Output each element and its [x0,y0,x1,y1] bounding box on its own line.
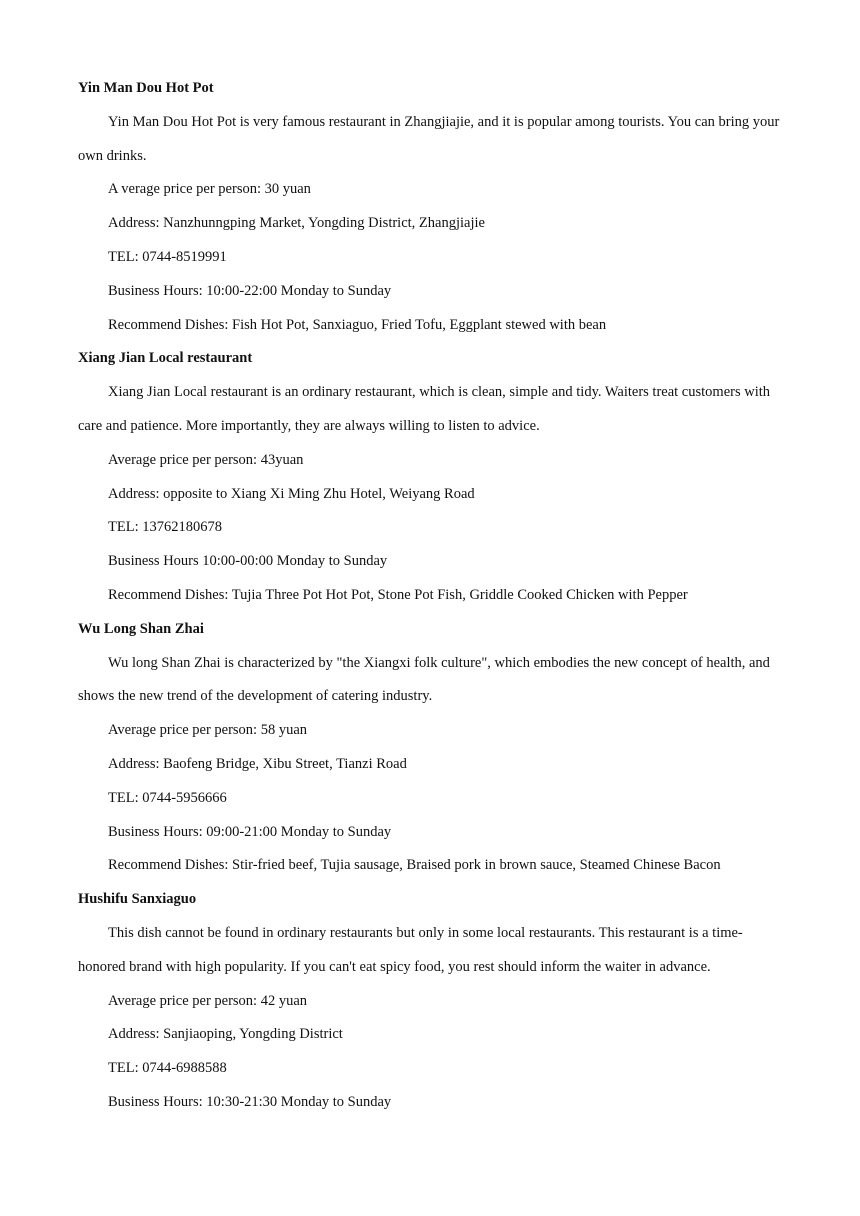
restaurant-entry [78,613,782,883]
telephone: TEL: 0744-5956666 [108,789,227,806]
restaurant-description: This dish cannot be found in ordinary restaurants but only in some local restaurants. This restaurant is a time-honored brand with high popularity. If you can't eat spicy food, you rest should inform the waiter in advance. [78,924,743,975]
address: Address: opposite to Xiang Xi Ming Zhu Hotel, Weiyang Road [108,485,475,502]
recommended-dishes: Recommend Dishes: Stir-fried beef, Tujia sausage, Braised pork in brown sauce, Steamed Chinese Bacon [108,857,721,874]
address: Address: Baofeng Bridge, Xibu Street, Tianzi Road [108,755,407,772]
business-hours: Business Hours: 10:00-22:00 Monday to Sunday [108,282,392,299]
restaurant-name: Hushifu Sanxiaguo [78,891,197,908]
restaurant-description: Xiang Jian Local restaurant is an ordinary restaurant, which is clean, simple and tidy. Waiters treat customers with care and patience. More importantly, they are always willing to listen to advice. [78,384,771,434]
address: Address: Nanzhunngping Market, Yongding District, Zhangjiajie [108,215,485,232]
address: Address: Sanjiaoping, Yongding District [108,1026,343,1043]
restaurant-name: Wu Long Shan Zhai [78,620,204,637]
restaurant-description: Yin Man Dou Hot Pot is very famous restaurant in Zhangjiajie, and it is popular among tourists. You can bring your own drinks. [78,113,780,164]
telephone: TEL: 0744-6988588 [108,1060,227,1077]
telephone: TEL: 0744-8519991 [108,248,227,265]
recommended-dishes: Recommend Dishes: Tujia Three Pot Hot Pot, Stone Pot Fish, Griddle Cooked Chicken with Pepper [108,586,688,603]
restaurant-name: Yin Man Dou Hot Pot [78,80,214,96]
average-price: A verage price per person: 30 yuan [108,181,311,198]
average-price: Average price per person: 42 yuan [108,992,308,1009]
telephone: TEL: 13762180678 [108,519,222,536]
restaurant-entry [78,883,782,1120]
business-hours: Business Hours: 10:30-21:30 Monday to Sunday [108,1093,392,1110]
restaurant-entry [78,72,782,342]
recommended-dishes: Recommend Dishes: Fish Hot Pot, Sanxiaguo, Fried Tofu, Eggplant stewed with bean [108,316,607,333]
business-hours: Business Hours 10:00-00:00 Monday to Sunday [108,553,388,570]
restaurant-description: Wu long Shan Zhai is characterized by "the Xiangxi folk culture", which embodies the new concept of health, and shows the new trend of the development of catering industry. [78,654,770,705]
business-hours: Business Hours: 09:00-21:00 Monday to Sunday [108,823,392,840]
restaurant-entry [78,342,782,612]
restaurant-name: Xiang Jian Local restaurant [78,350,253,367]
average-price: Average price per person: 58 yuan [108,722,308,739]
average-price: Average price per person: 43yuan [108,451,304,468]
